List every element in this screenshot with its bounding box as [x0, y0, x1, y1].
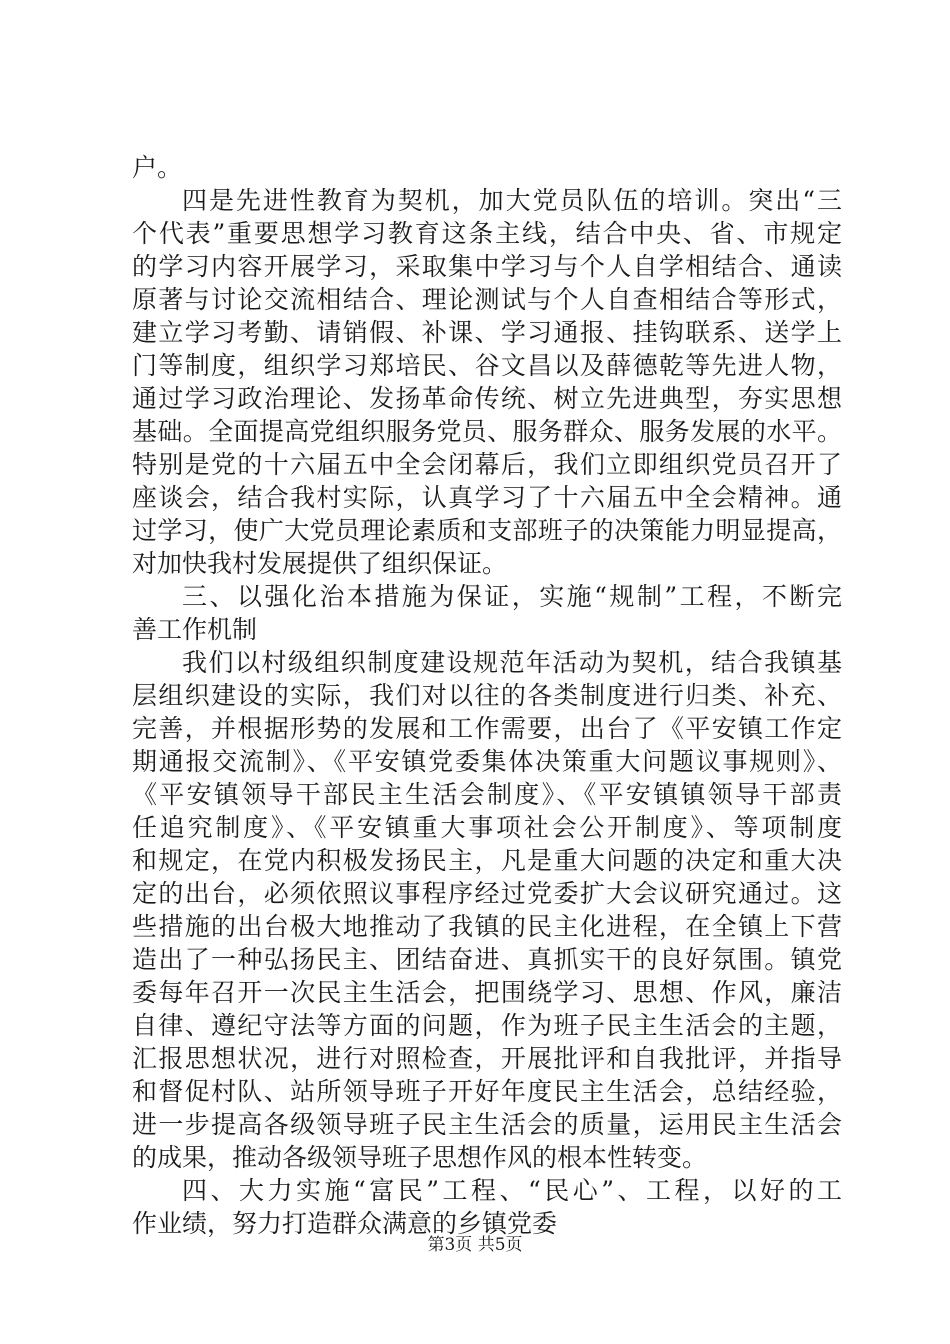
section-heading-line: 四、大力实施“富民”工程、“民心”、工程，以好的工 — [182, 1176, 842, 1205]
document-body — [132, 151, 842, 1240]
text-line: 些措施的出台极大地推动了我镇的民主化进程，在全镇上下营 — [132, 912, 842, 941]
text-line: 定的出台，必须依照议事程序经过党委扩大会议研究通过。这 — [132, 879, 842, 908]
text-line: 自律、遵纪守法等方面的问题，作为班子民主生活会的主题， — [132, 1011, 842, 1040]
paragraph-start-line: 四是先进性教育为契机，加大党员队伍的培训。突出“三 — [182, 186, 842, 215]
text-line: 座谈会，结合我村实际，认真学习了十六届五中全会精神。通 — [132, 483, 842, 512]
text-line: 任追究制度》、《平安镇重大事项社会公开制度》、等项制度 — [132, 813, 842, 842]
text-line: 过学习，使广大党员理论素质和支部班子的决策能力明显提高， — [132, 516, 842, 545]
text-line: 原著与讨论交流相结合、理论测试与个人自查相结合等形式， — [132, 285, 842, 314]
text-line: 汇报思想状况，进行对照检查，开展批评和自我批评，并指导 — [132, 1044, 842, 1073]
text-line: 对加快我村发展提供了组织保证。 — [132, 549, 508, 578]
text-line: 建立学习考勤、请销假、补课、学习通报、挂钩联系、送学上 — [132, 318, 842, 347]
text-line: 《平安镇领导干部民主生活会制度》、《平安镇镇领导干部责 — [132, 780, 842, 809]
text-line: 通过学习政治理论、发扬革命传统、树立先进典型，夯实思想 — [132, 384, 842, 413]
section-heading-line: 三、以强化治本措施为保证，实施“规制”工程，不断完 — [182, 582, 842, 611]
text-line: 造出了一种弘扬民主、团结奋进、真抓实干的良好氛围。镇党 — [132, 945, 842, 974]
text-line: 基础。全面提高党组织服务党员、服务群众、服务发展的水平。 — [132, 417, 842, 446]
text-line: 户。 — [132, 153, 183, 182]
text-line: 完善，并根据形势的发展和工作需要，出台了《平安镇工作定 — [132, 714, 842, 743]
text-line: 的成果，推动各级领导班子思想作风的根本性转变。 — [132, 1143, 708, 1172]
text-line: 特别是党的十六届五中全会闭幕后，我们立即组织党员召开了 — [132, 450, 842, 479]
section-heading-line: 作业绩，努力打造群众满意的乡镇党委 — [132, 1209, 558, 1238]
text-line: 委每年召开一次民主生活会，把围绕学习、思想、作风，廉洁 — [132, 978, 842, 1007]
text-line: 进一步提高各级领导班子民主生活会的质量，运用民主生活会 — [132, 1110, 842, 1139]
page-footer-number: 第3页 共5页 — [427, 1235, 523, 1255]
text-line: 期通报交流制》、《平安镇党委集体决策重大问题议事规则》、 — [132, 747, 842, 776]
text-line: 门等制度，组织学习郑培民、谷文昌以及薛德乾等先进人物， — [132, 351, 842, 380]
paragraph-start-line: 我们以村级组织制度建设规范年活动为契机，结合我镇基 — [182, 648, 842, 677]
text-line: 和规定，在党内积极发扬民主，凡是重大问题的决定和重大决 — [132, 846, 842, 875]
text-line: 层组织建设的实际，我们对以往的各类制度进行归类、补充、 — [132, 681, 842, 710]
section-heading-line: 善工作机制 — [132, 615, 258, 644]
text-line: 个代表”重要思想学习教育这条主线，结合中央、省、市规定 — [132, 219, 842, 248]
text-line: 和督促村队、站所领导班子开好年度民主生活会，总结经验， — [132, 1077, 842, 1106]
text-line: 的学习内容开展学习，采取集中学习与个人自学相结合、通读 — [132, 252, 842, 281]
